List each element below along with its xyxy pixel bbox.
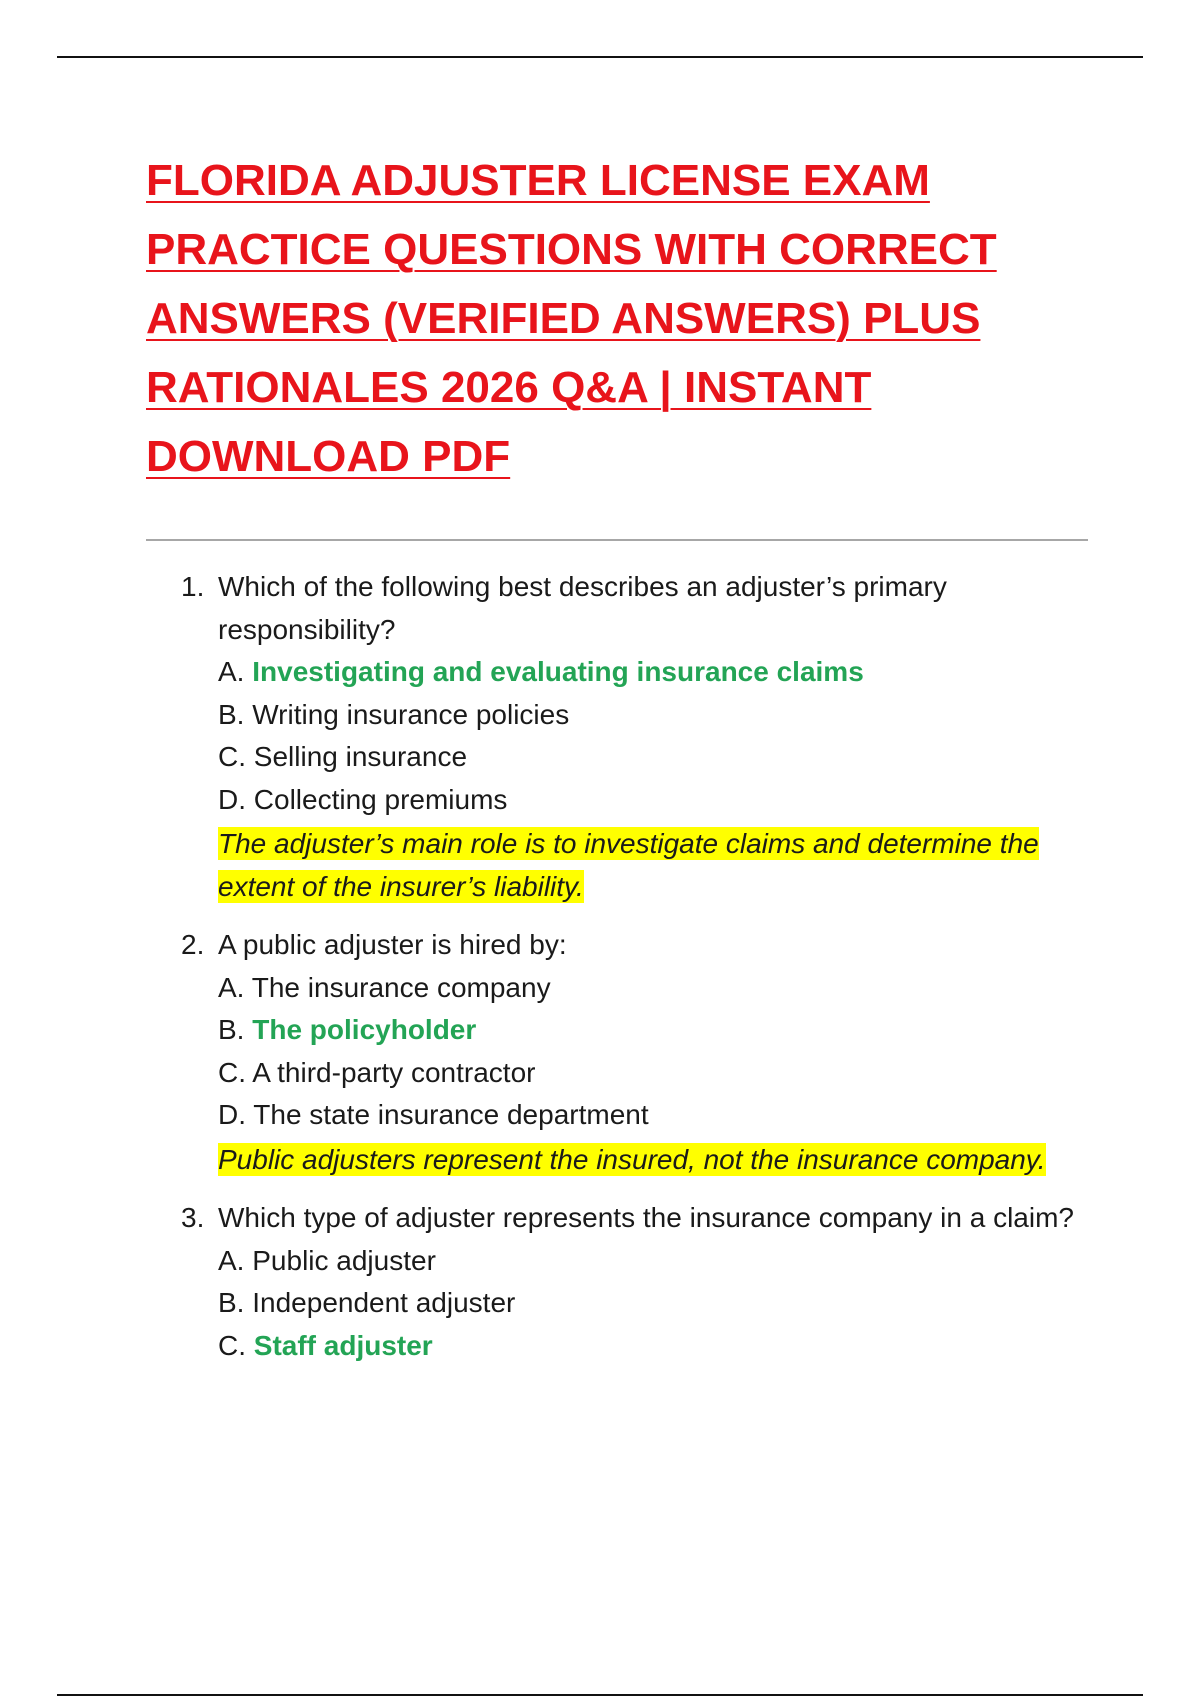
option-letter: A. bbox=[218, 656, 245, 687]
answer-option bbox=[218, 1052, 1088, 1095]
answer-option bbox=[218, 1325, 1088, 1368]
document-title bbox=[146, 146, 1106, 491]
title-line: ANSWERS (VERIFIED ANSWERS) PLUS bbox=[146, 294, 981, 343]
option-letter: B. bbox=[218, 1014, 245, 1045]
option-text: The insurance company bbox=[251, 971, 551, 1003]
option-text: Writing insurance policies bbox=[252, 698, 570, 730]
question-number: 3. bbox=[181, 1202, 205, 1233]
option-letter: D. bbox=[218, 783, 246, 815]
option-text: A third-party contractor bbox=[252, 1056, 536, 1088]
answer-option bbox=[218, 779, 1088, 822]
title-line: PRACTICE QUESTIONS WITH CORRECT bbox=[146, 225, 997, 274]
question-text: Which of the following best describes an adjuster’s primary responsibility? bbox=[218, 571, 947, 645]
option-letter: A. bbox=[218, 971, 245, 1003]
option-text: Collecting premiums bbox=[253, 783, 508, 815]
question-text: Which type of adjuster represents the insurance company in a claim? bbox=[218, 1202, 1074, 1233]
question-text: A public adjuster is hired by: bbox=[218, 929, 567, 960]
question-item bbox=[0, 1197, 1088, 1367]
correct-answer-text: Staff adjuster bbox=[253, 1329, 433, 1361]
answer-option bbox=[218, 967, 1088, 1010]
option-text: Selling insurance bbox=[253, 741, 468, 772]
question-item bbox=[0, 566, 1088, 908]
answer-option bbox=[218, 1009, 1088, 1052]
rationale bbox=[218, 1139, 1088, 1182]
section-divider bbox=[146, 539, 1088, 541]
title-line: DOWNLOAD PDF bbox=[146, 432, 511, 481]
option-letter: B. bbox=[218, 1287, 245, 1318]
answer-option bbox=[218, 651, 1088, 694]
option-text: Public adjuster bbox=[252, 1244, 436, 1276]
answer-option bbox=[218, 694, 1088, 737]
option-letter: D. bbox=[218, 1099, 246, 1130]
question-number: 1. bbox=[181, 571, 205, 602]
rationale-text: Public adjusters represent the insured, not the insurance company. bbox=[218, 1143, 1046, 1175]
title-line: FLORIDA ADJUSTER LICENSE EXAM bbox=[146, 156, 930, 205]
rationale-text: The adjuster’s main role is to investigate claims and determine the extent of the insurer’s liability. bbox=[218, 828, 1039, 902]
correct-answer-text: The policyholder bbox=[252, 1014, 477, 1045]
rationale bbox=[218, 823, 1088, 908]
title-line: RATIONALES 2026 Q&A | INSTANT bbox=[146, 363, 872, 412]
option-text: The state insurance department bbox=[253, 1099, 649, 1130]
answer-option bbox=[218, 736, 1088, 779]
option-letter: C. bbox=[218, 1329, 246, 1361]
question-number: 2. bbox=[181, 929, 205, 960]
answer-option bbox=[218, 1240, 1088, 1283]
correct-answer-text: Investigating and evaluating insurance claims bbox=[252, 656, 864, 687]
bottom-rule bbox=[57, 1694, 1143, 1696]
question-item bbox=[0, 924, 1088, 1181]
option-letter: B. bbox=[218, 698, 245, 730]
top-rule bbox=[57, 56, 1143, 58]
question-list bbox=[0, 566, 1200, 1383]
option-text: Independent adjuster bbox=[252, 1287, 516, 1318]
option-letter: C. bbox=[218, 741, 246, 772]
answer-option bbox=[218, 1282, 1088, 1325]
answer-option bbox=[218, 1094, 1088, 1137]
option-letter: C. bbox=[218, 1056, 246, 1088]
option-letter: A. bbox=[218, 1244, 245, 1276]
